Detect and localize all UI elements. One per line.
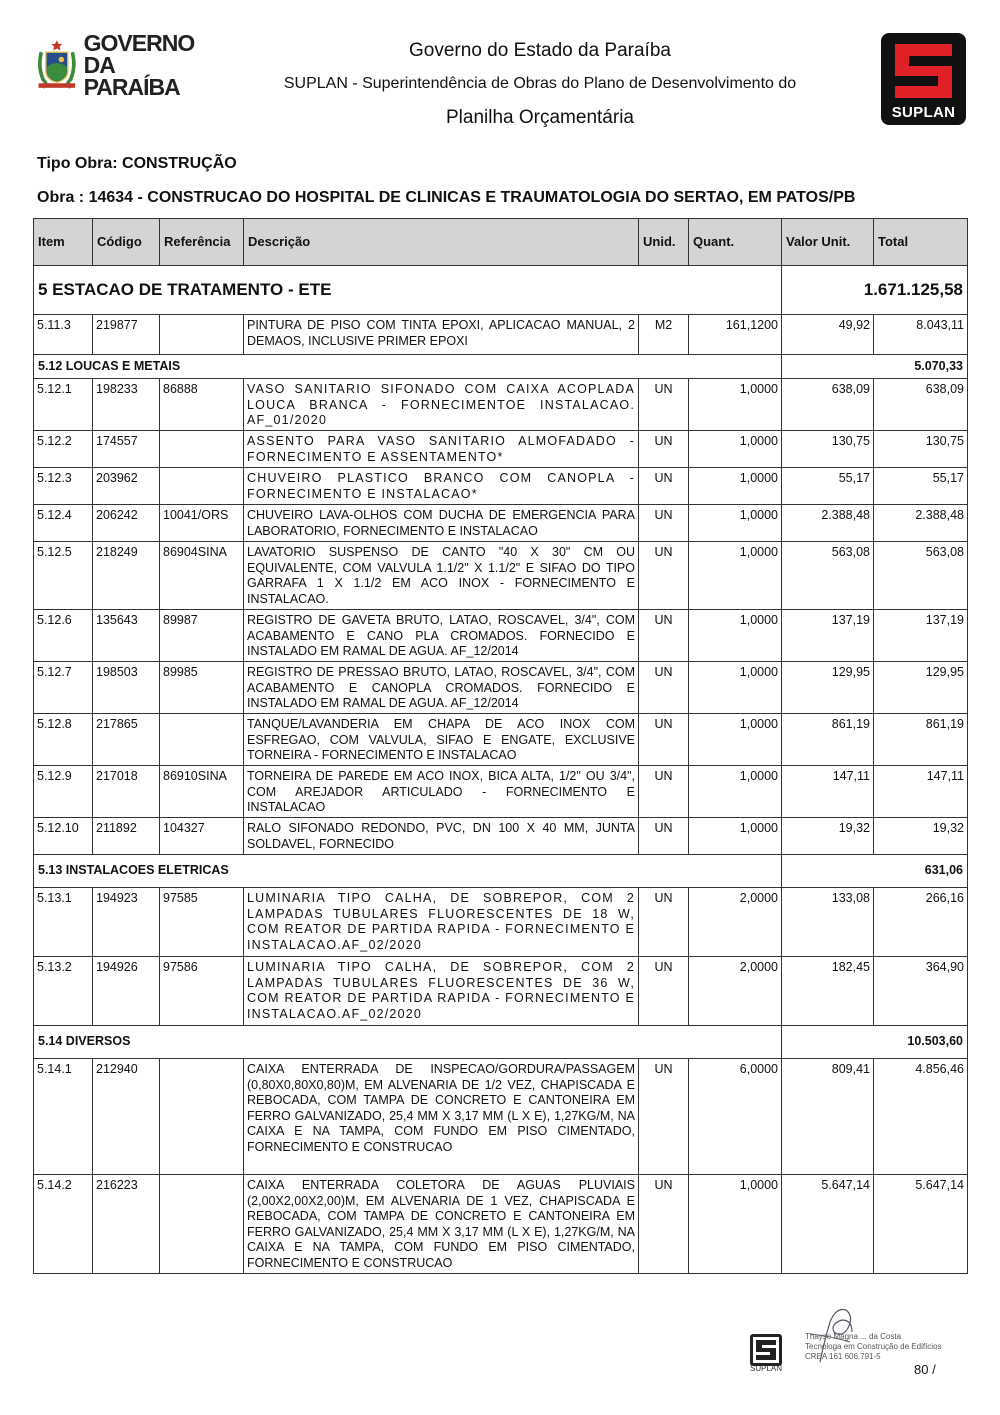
cell-descricao: LUMINARIA TIPO CALHA, DE SOBREPOR, COM 2 LAMPADAS TUBULARES FLUORESCENTES DE 36 W, COM REATOR DE PARTIDA RAPIDA - FORNECIMENTO E INSTALACAO.AF_02/2020 xyxy=(244,957,639,1026)
section-label: 5.12 LOUCAS E METAIS xyxy=(34,355,782,379)
document-title: Planilha Orçamentária xyxy=(446,107,634,128)
cell-descricao: RALO SIFONADO REDONDO, PVC, DN 100 X 40 MM, JUNTA SOLDAVEL, FORNECIDO xyxy=(244,818,639,855)
cell-codigo: 218249 xyxy=(93,542,160,610)
cell-valor-unit: 563,08 xyxy=(782,542,874,610)
cell-referencia xyxy=(160,468,244,505)
cell-codigo: 217865 xyxy=(93,714,160,766)
cell-referencia xyxy=(160,714,244,766)
cell-unid: UN xyxy=(639,468,689,505)
group-total: 1.671.125,58 xyxy=(782,266,968,315)
cell-valor-unit: 638,09 xyxy=(782,379,874,431)
cell-item: 5.14.2 xyxy=(34,1175,93,1274)
cell-referencia xyxy=(160,1175,244,1274)
page-number: 80 / xyxy=(914,1362,936,1377)
col-header-codigo: Código xyxy=(93,219,160,266)
cell-descricao: CHUVEIRO LAVA-OLHOS COM DUCHA DE EMERGENCIA PARA LABORATORIO, FORNECIMENTO E INSTALACAO xyxy=(244,505,639,542)
table-row xyxy=(34,714,968,766)
suplan-logo-label: SUPLAN xyxy=(891,104,956,121)
cell-referencia: 10041/ORS xyxy=(160,505,244,542)
cell-item: 5.14.1 xyxy=(34,1059,93,1175)
obra-title: Obra : 14634 - CONSTRUCAO DO HOSPITAL DE CLINICAS E TRAUMATOLOGIA DO SERTAO, EM PATOS/PB xyxy=(37,189,856,206)
section-total: 10.503,60 xyxy=(782,1026,968,1059)
cell-unid: UN xyxy=(639,542,689,610)
cell-codigo: 198503 xyxy=(93,662,160,714)
col-header-item: Item xyxy=(34,219,93,266)
cell-codigo: 211892 xyxy=(93,818,160,855)
cell-item: 5.12.1 xyxy=(34,379,93,431)
cell-quant: 1,0000 xyxy=(689,379,782,431)
cell-item: 5.12.7 xyxy=(34,662,93,714)
col-header-descricao: Descrição xyxy=(244,219,639,266)
cell-item: 5.13.1 xyxy=(34,888,93,957)
cell-quant: 1,0000 xyxy=(689,1175,782,1274)
cell-item: 5.12.3 xyxy=(34,468,93,505)
cell-valor-unit: 19,32 xyxy=(782,818,874,855)
header-subtitle: SUPLAN - Superintendência de Obras do Plano de Desenvolvimento do xyxy=(283,75,797,92)
cell-valor-unit: 129,95 xyxy=(782,662,874,714)
section-total: 5.070,33 xyxy=(782,355,968,379)
cell-total: 147,11 xyxy=(874,766,968,818)
cell-codigo: 216223 xyxy=(93,1175,160,1274)
cell-referencia xyxy=(160,431,244,468)
cell-total: 563,08 xyxy=(874,542,968,610)
group-label: 5 ESTACAO DE TRATAMENTO - ETE xyxy=(34,266,782,315)
cell-item: 5.11.3 xyxy=(34,315,93,355)
cell-unid: UN xyxy=(639,818,689,855)
table-row xyxy=(34,315,968,355)
cell-quant: 1,0000 xyxy=(689,468,782,505)
cell-valor-unit: 809,41 xyxy=(782,1059,874,1175)
cell-descricao: CAIXA ENTERRADA DE INSPECAO/GORDURA/PASSAGEM (0,80X0,80X0,80)M, EM ALVENARIA DE 1/2 VEZ, CHAPISCADA E REBOCADA, COM TAMPA DE CONCRETO E CANTONEIRA EM FERRO GALVANIZADO, 25,4 MM X 3,17 MM (L X E), 1,27KG/M, NA CAIXA E NA TAMPA, COM FUNDO EM PISO CIMENTADO, FORNECIMENTO E CONSTRUCAO xyxy=(244,1059,639,1175)
page-footer xyxy=(750,1302,990,1382)
cell-codigo: 217018 xyxy=(93,766,160,818)
cell-referencia: 97586 xyxy=(160,957,244,1026)
cell-item: 5.12.5 xyxy=(34,542,93,610)
cell-unid: M2 xyxy=(639,315,689,355)
table-row xyxy=(34,1175,968,1274)
cell-total: 130,75 xyxy=(874,431,968,468)
table-row xyxy=(34,610,968,662)
cell-total: 364,90 xyxy=(874,957,968,1026)
cell-descricao: ASSENTO PARA VASO SANITARIO ALMOFADADO - FORNECIMENTO E ASSENTAMENTO* xyxy=(244,431,639,468)
cell-valor-unit: 49,92 xyxy=(782,315,874,355)
col-header-valor-unit: Valor Unit. xyxy=(782,219,874,266)
cell-codigo: 219877 xyxy=(93,315,160,355)
cell-valor-unit: 133,08 xyxy=(782,888,874,957)
cell-quant: 1,0000 xyxy=(689,542,782,610)
cell-total: 2.388,48 xyxy=(874,505,968,542)
cell-quant: 1,0000 xyxy=(689,610,782,662)
cell-referencia: 86910SINA xyxy=(160,766,244,818)
cell-total: 861,19 xyxy=(874,714,968,766)
cell-item: 5.12.2 xyxy=(34,431,93,468)
cell-codigo: 194926 xyxy=(93,957,160,1026)
suplan-logo xyxy=(881,33,966,125)
section-label: 5.13 INSTALACOES ELETRICAS xyxy=(34,855,782,888)
cell-referencia: 89987 xyxy=(160,610,244,662)
col-header-unid: Unid. xyxy=(639,219,689,266)
section-label: 5.14 DIVERSOS xyxy=(34,1026,782,1059)
suplan-stamp-icon xyxy=(750,1334,782,1366)
cell-quant: 1,0000 xyxy=(689,818,782,855)
cell-referencia xyxy=(160,315,244,355)
cell-total: 55,17 xyxy=(874,468,968,505)
cell-valor-unit: 2.388,48 xyxy=(782,505,874,542)
cell-item: 5.12.8 xyxy=(34,714,93,766)
gov-logo-line2: DA PARAÍBA xyxy=(83,52,180,100)
cell-referencia: 86888 xyxy=(160,379,244,431)
cell-codigo: 206242 xyxy=(93,505,160,542)
table-row xyxy=(34,431,968,468)
cell-quant: 6,0000 xyxy=(689,1059,782,1175)
cell-quant: 1,0000 xyxy=(689,766,782,818)
cell-quant: 2,0000 xyxy=(689,888,782,957)
cell-valor-unit: 861,19 xyxy=(782,714,874,766)
cell-unid: UN xyxy=(639,505,689,542)
cell-valor-unit: 147,11 xyxy=(782,766,874,818)
cell-item: 5.13.2 xyxy=(34,957,93,1026)
cell-unid: UN xyxy=(639,610,689,662)
cell-codigo: 174557 xyxy=(93,431,160,468)
signature-name: Thayse Magna ... da Costa xyxy=(805,1332,902,1341)
cell-unid: UN xyxy=(639,957,689,1026)
group-row xyxy=(34,266,968,315)
cell-unid: UN xyxy=(639,714,689,766)
cell-valor-unit: 182,45 xyxy=(782,957,874,1026)
cell-referencia: 86904SINA xyxy=(160,542,244,610)
cell-quant: 1,0000 xyxy=(689,431,782,468)
suplan-s-icon xyxy=(881,36,966,106)
table-header-row xyxy=(34,219,968,266)
cell-total: 5.647,14 xyxy=(874,1175,968,1274)
cell-unid: UN xyxy=(639,888,689,957)
cell-codigo: 212940 xyxy=(93,1059,160,1175)
table-row xyxy=(34,957,968,1026)
cell-total: 19,32 xyxy=(874,818,968,855)
cell-descricao: CHUVEIRO PLASTICO BRANCO COM CANOPLA - FORNECIMENTO E INSTALACAO* xyxy=(244,468,639,505)
cell-quant: 1,0000 xyxy=(689,505,782,542)
cell-referencia: 104327 xyxy=(160,818,244,855)
cell-valor-unit: 55,17 xyxy=(782,468,874,505)
cell-unid: UN xyxy=(639,766,689,818)
cell-item: 5.12.9 xyxy=(34,766,93,818)
table-row xyxy=(34,542,968,610)
cell-total: 638,09 xyxy=(874,379,968,431)
cell-descricao: LAVATORIO SUSPENSO DE CANTO "40 X 30" CM OU EQUIVALENTE, COM VALVULA 1.1/2" X 1.1/2" E SIFAO DO TIPO GARRAFA 1 X 1.1/2 EM ACO INOX - FORNECIMENTO E INSTALACAO. xyxy=(244,542,639,610)
cell-item: 5.12.6 xyxy=(34,610,93,662)
col-header-quant: Quant. xyxy=(689,219,782,266)
suplan-s-stamp-icon xyxy=(753,1337,779,1363)
cell-valor-unit: 137,19 xyxy=(782,610,874,662)
cell-referencia: 97585 xyxy=(160,888,244,957)
cell-referencia xyxy=(160,1059,244,1175)
section-row xyxy=(34,1026,968,1059)
cell-codigo: 194923 xyxy=(93,888,160,957)
document-header xyxy=(0,0,1000,145)
cell-unid: UN xyxy=(639,379,689,431)
cell-codigo: 135643 xyxy=(93,610,160,662)
table-row xyxy=(34,818,968,855)
cell-descricao: PINTURA DE PISO COM TINTA EPOXI, APLICACAO MANUAL, 2 DEMAOS, INCLUSIVE PRIMER EPOXI xyxy=(244,315,639,355)
signature-role: Tecnóloga em Construção de Edifícios xyxy=(805,1342,942,1351)
cell-descricao: LUMINARIA TIPO CALHA, DE SOBREPOR, COM 2 LAMPADAS TUBULARES FLUORESCENTES DE 18 W, COM REATOR DE PARTIDA RAPIDA - FORNECIMENTO E INSTALACAO.AF_02/2020 xyxy=(244,888,639,957)
header-title: Governo do Estado da Paraíba xyxy=(409,40,671,61)
table-row xyxy=(34,888,968,957)
cell-total: 266,16 xyxy=(874,888,968,957)
section-row xyxy=(34,355,968,379)
section-total: 631,06 xyxy=(782,855,968,888)
cell-quant: 2,0000 xyxy=(689,957,782,1026)
table-row xyxy=(34,379,968,431)
signature-registration: CREA 161 606.791-5 xyxy=(805,1352,881,1361)
table-row xyxy=(34,662,968,714)
col-header-referencia: Referência xyxy=(160,219,244,266)
cell-descricao: CAIXA ENTERRADA COLETORA DE AGUAS PLUVIAIS (2,00X2,00X2,00)M, EM ALVENARIA DE 1 VEZ, CHAPISCADA E REBOCADA, COM TAMPA DE CONCRETO E CANTONEIRA EM FERRO GALVANIZADO, 25,4 MM X 3,17 MM (L X E), 1,27KG/M, NA CAIXA E NA TAMPA, COM FUNDO EM PISO CIMENTADO, FORNECIMENTO E CONSTRUCAO xyxy=(244,1175,639,1274)
col-header-total: Total xyxy=(874,219,968,266)
cell-descricao: REGISTRO DE PRESSAO BRUTO, LATAO, ROSCAVEL, 3/4", COM ACABAMENTO E CANOPLA CROMADOS. FORNECIDO E INSTALADO EM RAMAL DE AGUA. AF_12/2014 xyxy=(244,662,639,714)
cell-item: 5.12.10 xyxy=(34,818,93,855)
cell-quant: 1,0000 xyxy=(689,714,782,766)
cell-codigo: 198233 xyxy=(93,379,160,431)
cell-descricao: TORNEIRA DE PAREDE EM ACO INOX, BICA ALTA, 1/2" OU 3/4", COM AREJADOR ARTICULADO - FORNECIMENTO E INSTALACAO xyxy=(244,766,639,818)
cell-descricao: TANQUE/LAVANDERIA EM CHAPA DE ACO INOX COM ESFREGAO, COM VALVULA, SIFAO E ENGATE, EXCLUSIVE TORNEIRA - FORNECIMENTO E INSTALACAO xyxy=(244,714,639,766)
cell-descricao: REGISTRO DE GAVETA BRUTO, LATAO, ROSCAVEL, 3/4", COM ACABAMENTO E CANO PLA CROMADOS. FORNECIDO E INSTALADO EM RAMAL DE AGUA. AF_12/2014 xyxy=(244,610,639,662)
stamp-label: SUPLAN xyxy=(750,1364,783,1373)
tipo-obra: Tipo Obra: CONSTRUÇÃO xyxy=(37,155,237,172)
cell-codigo: 203962 xyxy=(93,468,160,505)
table-row xyxy=(34,505,968,542)
cell-unid: UN xyxy=(639,1175,689,1274)
gov-logo-line1: GOVERNO xyxy=(83,30,195,56)
cell-unid: UN xyxy=(639,1059,689,1175)
signature-block xyxy=(805,1332,942,1362)
cell-referencia: 89985 xyxy=(160,662,244,714)
cell-total: 4.856,46 xyxy=(874,1059,968,1175)
table-row xyxy=(34,1059,968,1175)
cell-descricao: VASO SANITARIO SIFONADO COM CAIXA ACOPLADA LOUCA BRANCA - FORNECIMENTOE INSTALACAO. AF_01/2020 xyxy=(244,379,639,431)
table-row xyxy=(34,766,968,818)
cell-total: 137,19 xyxy=(874,610,968,662)
budget-table xyxy=(33,218,968,1274)
cell-item: 5.12.4 xyxy=(34,505,93,542)
cell-valor-unit: 130,75 xyxy=(782,431,874,468)
section-row xyxy=(34,855,968,888)
table-row xyxy=(34,468,968,505)
cell-unid: UN xyxy=(639,431,689,468)
cell-total: 129,95 xyxy=(874,662,968,714)
cell-quant: 1,0000 xyxy=(689,662,782,714)
cell-total: 8.043,11 xyxy=(874,315,968,355)
cell-valor-unit: 5.647,14 xyxy=(782,1175,874,1274)
cell-unid: UN xyxy=(639,662,689,714)
cell-quant: 161,1200 xyxy=(689,315,782,355)
